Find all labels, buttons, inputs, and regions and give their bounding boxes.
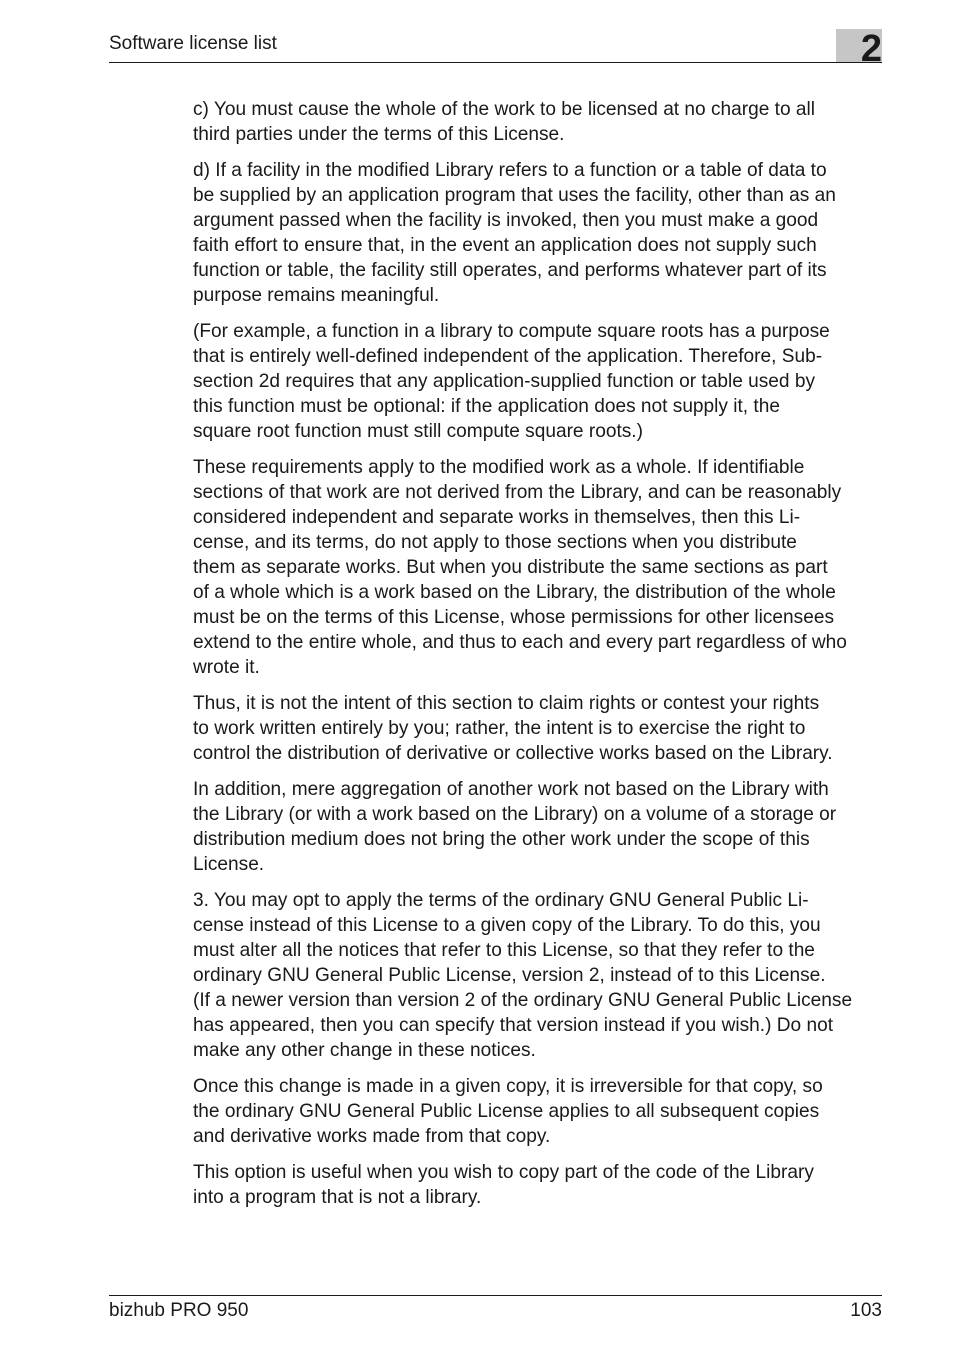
running-header-title: Software license list	[109, 33, 277, 54]
body-text	[193, 97, 885, 1221]
paragraph: c) You must cause the whole of the work to be licensed at no charge to all third parties under the terms of this License.	[193, 99, 815, 145]
footer-page-number: 103	[850, 1300, 882, 1321]
paragraph: Thus, it is not the intent of this section to claim rights or contest your rights to work written entirely by you; rather, the intent is to exercise the right to control the distribution of derivative or collective works based on the Library.	[193, 693, 833, 764]
paragraph: (For example, a function in a library to compute square roots has a purpose that is entirely well-defined independent of the application. Therefore, Sub- section 2d requires that any application-supplied function or table used by this function must be optional: if the application does not supply it, the square root function must still compute square roots.)	[193, 321, 830, 442]
paragraph: These requirements apply to the modified work as a whole. If identifiable sections of that work are not derived from the Library, and can be reasonably considered independent and separate works in themselves, then this Li- cense, and its terms, do not apply to those sections when you distribute them as separate works. But when you distribute the same sections as part of a whole which is a work based on the Library, the distribution of the whole must be on the terms of this License, whose permissions for other licensees extend to the entire whole, and thus to each and every part regardless of who wrote it.	[193, 457, 847, 678]
chapter-number: 2	[860, 28, 882, 70]
footer-divider	[109, 1295, 882, 1296]
paragraph: In addition, mere aggregation of another work not based on the Library with the Library (or with a work based on the Library) on a volume of a storage or distribution medium does not bring the other work under the scope of this License.	[193, 779, 837, 875]
paragraph: d) If a facility in the modified Library refers to a function or a table of data to be supplied by an application program that uses the facility, other than as an argument passed when the facility is invoked, then you must make a good faith effort to ensure that, in the event an application does not supply such function or table, the facility still operates, and performs whatever part of its purpose remains meaningful.	[193, 160, 836, 306]
paragraph: Once this change is made in a given copy, it is irreversible for that copy, so the ordinary GNU General Public License applies to all subsequent copies and derivative works made from that copy.	[193, 1076, 823, 1147]
header-divider	[109, 62, 882, 63]
paragraph: 3. You may opt to apply the terms of the ordinary GNU General Public Li- cense instead of this License to a given copy of the Library. To do this, you must alter all the notices that refer to this License, so that they refer to the ordinary GNU General Public License, version 2, instead of to this License. (If a newer version than version 2 of the ordinary GNU General Public License has appeared, then you can specify that version instead if you wish.) Do not make any other change in these notices.	[193, 890, 853, 1061]
footer-product-name: bizhub PRO 950	[109, 1300, 249, 1321]
chapter-tab	[836, 28, 882, 70]
paragraph: This option is useful when you wish to copy part of the code of the Library into a program that is not a library.	[193, 1162, 814, 1208]
